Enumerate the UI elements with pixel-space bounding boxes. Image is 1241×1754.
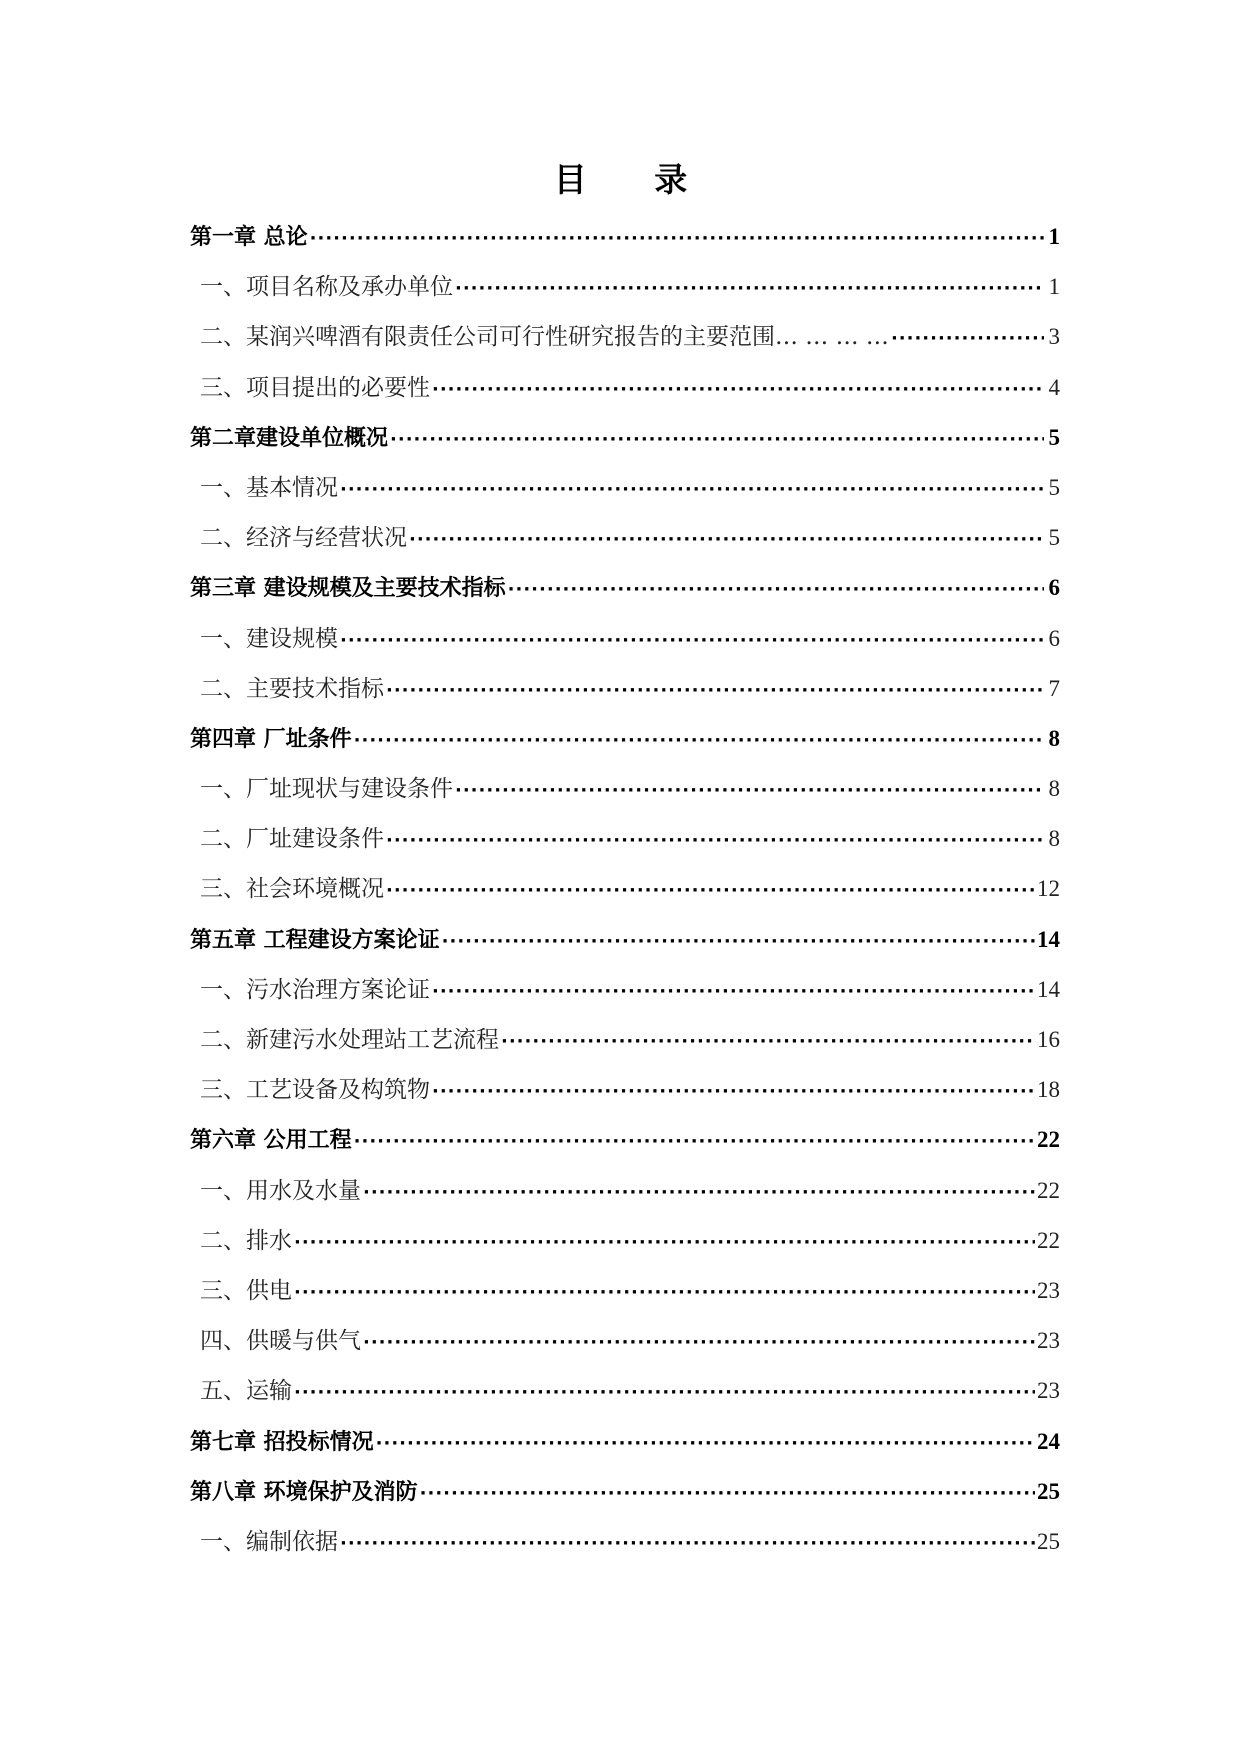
toc-page-number: 3 [1048,324,1060,350]
toc-chapter-entry [190,1417,1060,1467]
toc-page-number: 22 [1037,1227,1060,1253]
toc-section-entry [190,614,1060,664]
toc-entry-label: 一、厂址现状与建设条件 [200,776,453,803]
toc-section-entry [190,262,1060,312]
toc-dot-leader [420,1469,1035,1519]
toc-entry-label: 二、新建污水处理站工艺流程 [200,1027,499,1053]
toc-chapter-entry [190,1115,1060,1165]
toc-dot-leader [409,515,1044,565]
toc-dot-leader [390,415,1044,465]
toc-dot-leader [891,314,1044,364]
toc-entry-label: 一、用水及水量 [200,1177,361,1204]
toc-dot-leader [386,816,1044,866]
toc-section-entry [190,1166,1060,1216]
toc-page-number: 22 [1037,1127,1060,1153]
toc-page-number: 22 [1037,1177,1060,1203]
toc-dot-leader [376,1419,1035,1469]
toc-page-number: 6 [1048,575,1060,601]
toc-dot-leader [508,565,1044,615]
toc-entry-label: 第一章 总论 [190,225,308,250]
toc-dot-leader [442,917,1035,967]
toc-dot-leader [294,1218,1035,1268]
toc-page-number: 8 [1048,776,1060,802]
table-of-contents [190,212,1060,1567]
page-title: 目 录 [553,160,716,199]
toc-section-entry [190,864,1060,914]
toc-dot-leader [363,1168,1035,1218]
toc-dot-leader [354,716,1044,766]
toc-entry-label: 三、社会环境概况 [200,876,384,903]
toc-page-number: 8 [1048,826,1060,852]
toc-section-entry [190,1517,1060,1567]
toc-page-number: 25 [1037,1478,1060,1504]
toc-dot-leader [386,666,1044,716]
toc-dot-leader [432,967,1035,1017]
toc-dot-leader [455,264,1044,314]
toc-page-number: 25 [1037,1528,1060,1554]
toc-dot-leader [340,616,1044,666]
toc-section-entry [190,1266,1060,1316]
toc-page-number: 18 [1037,1077,1060,1103]
toc-entry-label: 第四章 厂址条件 [190,726,352,752]
toc-page-number: 6 [1048,625,1060,651]
toc-entry-label: 第六章 公用工程 [190,1128,352,1154]
toc-dot-leader [310,214,1044,264]
toc-entry-label: 第七章 招投标情况 [190,1429,374,1455]
toc-section-entry [190,1065,1060,1115]
toc-page-number: 1 [1048,274,1060,300]
toc-section-entry [190,965,1060,1015]
toc-entry-label: 一、项目名称及承办单位 [200,274,453,301]
toc-page-number: 5 [1048,525,1060,551]
toc-dot-leader [432,365,1044,415]
toc-chapter-entry [190,714,1060,764]
toc-section-entry [190,1015,1060,1065]
toc-entry-label: 五、运输 [200,1378,292,1405]
toc-dot-leader [363,1318,1035,1368]
toc-chapter-entry [190,1467,1060,1517]
toc-section-entry [190,814,1060,864]
toc-entry-label: 一、基本情况 [200,474,338,501]
toc-dot-leader [455,766,1044,816]
toc-section-entry [190,1316,1060,1366]
toc-entry-label: 第八章 环境保护及消防 [190,1479,418,1505]
toc-section-entry [190,764,1060,814]
toc-entry-label: 二、厂址建设条件 [200,826,384,853]
toc-section-entry [190,312,1060,362]
toc-page-number: 14 [1037,926,1060,952]
toc-page-number: 16 [1037,1027,1060,1052]
toc-entry-label: 第五章 工程建设方案论证 [190,927,440,953]
toc-section-entry [190,463,1060,513]
toc-chapter-entry [190,212,1060,262]
toc-section-entry [190,363,1060,413]
toc-dot-leader [294,1268,1035,1318]
toc-chapter-entry [190,915,1060,965]
toc-page-number: 1 [1048,224,1060,249]
toc-entry-label: 二、经济与经营状况 [200,525,407,552]
toc-dot-leader [340,1519,1035,1569]
toc-page-number: 7 [1048,675,1060,701]
toc-page-number: 23 [1037,1277,1060,1303]
toc-entry-label: 二、主要技术指标 [200,675,384,702]
toc-entry-label: 第二章建设单位概况 [190,425,389,451]
toc-page-number: 4 [1048,374,1060,400]
toc-dot-leader [501,1017,1035,1067]
toc-page-number: 5 [1048,474,1060,500]
toc-page-number: 23 [1037,1378,1060,1404]
toc-dot-leader [432,1067,1035,1117]
toc-entry-label: 一、建设规模 [200,625,338,652]
toc-section-entry [190,1366,1060,1416]
toc-page-number: 23 [1037,1328,1060,1354]
toc-entry-label: 二、排水 [200,1227,292,1254]
toc-section-entry [190,513,1060,563]
toc-page-number: 8 [1048,725,1060,751]
toc-page-number: 14 [1037,976,1060,1002]
toc-section-entry [190,1216,1060,1266]
toc-dot-leader [340,465,1044,515]
toc-entry-label: 三、供电 [200,1277,292,1304]
toc-dot-leader [294,1368,1035,1418]
toc-entry-label: 一、污水治理方案论证 [200,976,430,1003]
toc-entry-label: 四、供暖与供气 [200,1328,361,1355]
toc-page-number: 5 [1048,424,1060,450]
toc-entry-label: 二、某润兴啤酒有限责任公司可行性研究报告的主要范围… … … … [200,324,889,351]
toc-section-entry [190,664,1060,714]
toc-entry-label: 第三章 建设规模及主要技术指标 [190,576,506,602]
toc-entry-label: 三、工艺设备及构筑物 [200,1077,430,1104]
toc-chapter-entry [190,413,1060,463]
toc-dot-leader [354,1117,1035,1167]
toc-chapter-entry [190,563,1060,613]
toc-page-number: 24 [1037,1428,1060,1454]
toc-entry-label: 一、编制依据 [200,1528,338,1555]
toc-page-number: 12 [1037,876,1060,902]
toc-entry-label: 三、项目提出的必要性 [200,374,430,401]
toc-dot-leader [386,866,1035,916]
